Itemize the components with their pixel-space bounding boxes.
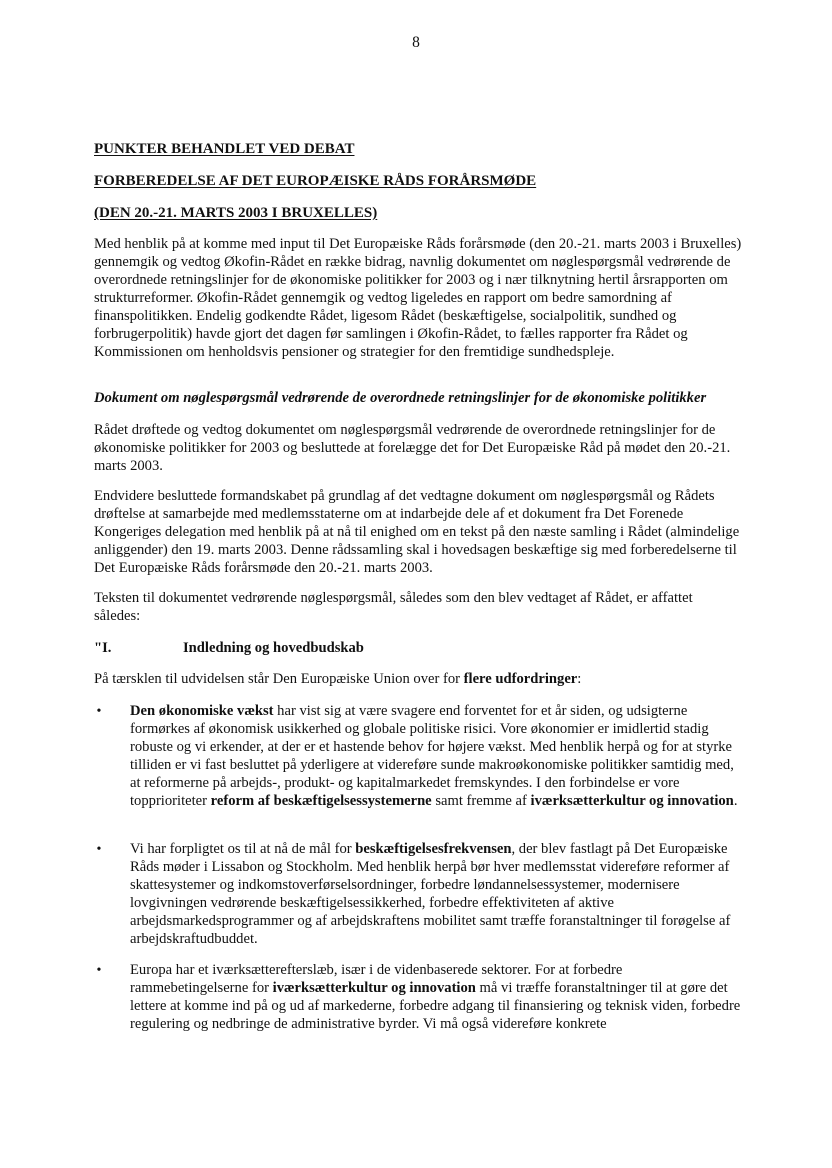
bullet-1-bold-1: Den økonomiske vækst xyxy=(130,703,274,719)
bullet-entrepreneurship xyxy=(130,961,744,1033)
bullet-3-text-2: må vi træffe foranstaltninger til at gøre det lettere at komme ind på og ud af markederne, forbedre adgang til finansiering og teknisk viden, forbedre regulering og nedbringe de administrative byrder. Vi må også videreføre konkrete xyxy=(130,980,741,1032)
heading-preparation-spring-council: FORBEREDELSE AF DET EUROPÆISKE RÅDS FORÅRSMØDE xyxy=(94,173,537,189)
challenges-text: På tærsklen til udvidelsen står Den Europæiske Union over for xyxy=(94,671,464,687)
bullet-2-text-2: , der blev fastlagt på Det Europæiske Råds møder i Lissabon og Stockholm. Med henblik herpå bør hver medlemsstat videreføre reformer af skattesystemer og indkomstoverførselsordninger, forbedre løndannelsessystemer, modernisere lovgivningen vedrørende beskæftigelsessikkerhed, forbedre effektiviteten af aktive arbejdsmarkedsprogrammer og af arbejdskraftens mobilitet samt træffe foranstaltninger til forøgelse af arbejdskraftudbuddet. xyxy=(130,841,731,947)
bullet-2-text-1: Vi har forpligtet os til at nå de mål for xyxy=(130,841,356,857)
bullet-1-bold-3: iværksætterkultur og innovation xyxy=(530,793,734,809)
section-title: Indledning og hovedbudskab xyxy=(183,640,364,656)
bullet-icon: • xyxy=(96,704,102,719)
challenges-bold: flere udfordringer xyxy=(463,671,578,687)
paragraph-presidency-decision: Endvidere besluttede formandskabet på grundlag af det vedtagne dokument om nøglespørgsmål og Rådets drøftelse at samarbejde med medlemsstaterne om at indarbejde dele af et dokument fra Det Forenede Kongeriges delegation med henblik på at nå til enighed om en tekst på den næste samling i Rådet (almindelige anliggender) den 19. marts 2003. Denne rådssamling skal i hovedsagen beskæftige sig med forberedelserne til Det Europæiske Råds forårsmøde den 20.-21. marts 2003. xyxy=(94,488,740,576)
key-issues-subheading: Dokument om nøglespørgsmål vedrørende de overordnede retningslinjer for de økonomiske politikker xyxy=(94,390,707,406)
bullet-employment-rate xyxy=(130,840,744,948)
bullet-2-bold-1: beskæftigelsesfrekvensen xyxy=(355,841,512,857)
intro-paragraph: Med henblik på at komme med input til Det Europæiske Råds forårsmøde (den 20.-21. marts 2003 i Bruxelles) gennemgik og vedtog Økofin-Rådet en række bidrag, navnlig dokumentet om nøglespørgsmål vedrørende de overordnede retningslinjer for de økonomiske politikker for 2003 og i nær tilknytning hertil årsrapporten om strukturreformer. Økofin-Rådet gennemgik og vedtog ligeledes en rapport om bedre samordning af finanspolitikken. Endelig godkendte Rådet, ligesom Rådet (beskæftigelse, socialpolitik, sundhed og forbrugerpolitik) havde gjort det dagen før samlingen i Økofin-Rådet, to fælles rapporter fra Rådet og Kommissionen om henholdsvis pensioner og strategier for den fremtidige sundhedspleje. xyxy=(94,236,742,360)
bullet-icon: • xyxy=(96,842,102,857)
bullet-1-bold-2: reform af beskæftigelsessystemerne xyxy=(210,793,432,809)
heading-items-discussed: PUNKTER BEHANDLET VED DEBAT xyxy=(94,141,355,157)
section-number: "I. xyxy=(94,640,112,656)
paragraph-council-adopted: Rådet drøftede og vedtog dokumentet om nøglespørgsmål vedrørende de overordnede retningslinjer for de økonomiske politikker for 2003 og besluttede at forelægge det for Det Europæiske Råd på mødet den 20.-21. marts 2003. xyxy=(94,422,731,474)
challenges-colon: : xyxy=(577,671,582,687)
heading-meeting-dates: (DEN 20.-21. MARTS 2003 I BRUXELLES) xyxy=(94,205,378,221)
bullet-1-text-3: . xyxy=(733,793,738,809)
paragraph-text-adopted: Teksten til dokumentet vedrørende nøglespørgsmål, således som den blev vedtaget af Rådet, er affattet således: xyxy=(94,590,693,624)
paragraph-challenges xyxy=(94,670,742,688)
bullet-icon: • xyxy=(96,963,102,978)
bullet-economic-growth xyxy=(130,702,744,810)
bullet-1-text-1: har vist sig at være svagere end forventet for et år siden, og udsigterne formørkes af økonomisk usikkerhed og globale politiske risici. Vore økonomier er imidlertid stadig robuste og vi erkender, at der er et hastende behov for højere vækst. Med henblik herpå og for at styrke tilliden er vi fast besluttet på yderligere at videreføre sunde makroøkonomiske politikker samtidig med, at reformerne på arbejds-, produkt- og kapitalmarkedet fremskyndes. I den forbindelse er vore topprioriteter xyxy=(130,703,734,809)
bullet-3-text-1: Europa har et iværksætterefterslæb, især i de videnbaserede sektorer. For at forbedre rammebetingelserne for xyxy=(130,962,623,996)
bullet-3-bold-1: iværksætterkultur og innovation xyxy=(272,980,476,996)
page-number: 8 xyxy=(412,34,420,51)
bullet-1-text-2: samt fremme af xyxy=(431,793,531,809)
